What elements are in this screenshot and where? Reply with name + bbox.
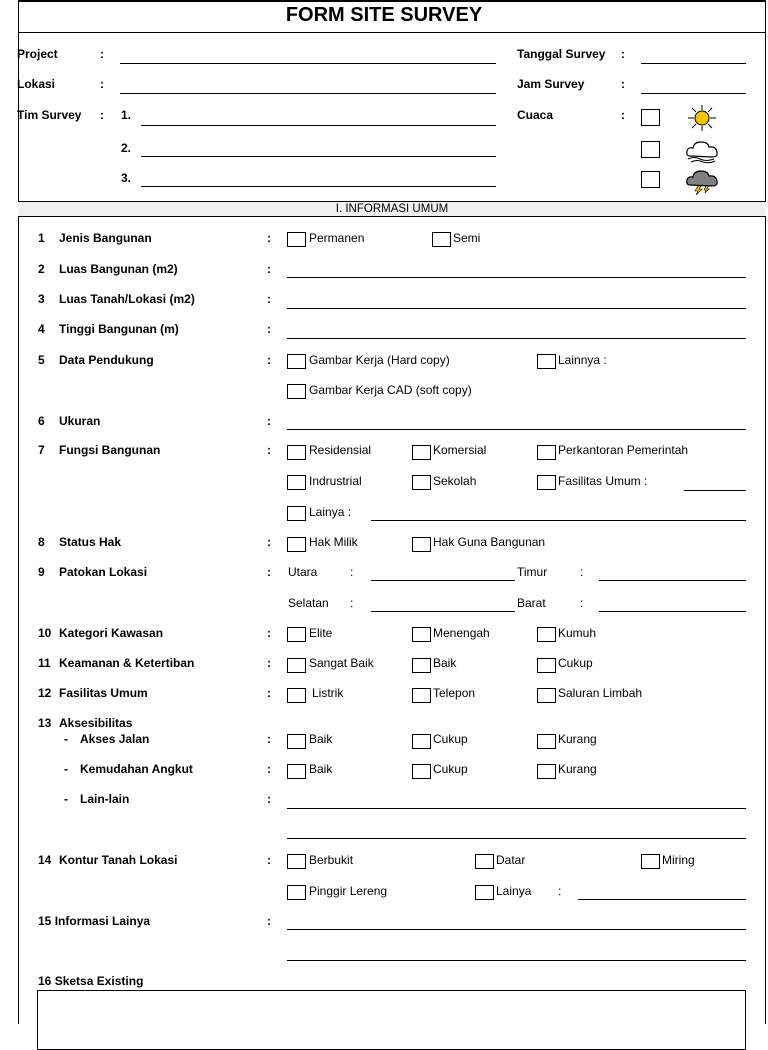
cuaca-label: Cuaca xyxy=(517,108,554,122)
kemudahan-angkut-baik-label: Baik xyxy=(309,762,333,776)
keamanan-label: Keamanan & Ketertiban xyxy=(59,656,195,670)
cukup-label: Cukup xyxy=(558,656,593,670)
listrik-checkbox[interactable] xyxy=(287,688,306,703)
item-number: 6 xyxy=(38,414,45,428)
colon: : xyxy=(267,322,271,336)
barat-label: Barat xyxy=(517,596,546,610)
colon: : xyxy=(350,596,354,610)
item-number: 11 xyxy=(38,656,51,670)
lainnya-checkbox[interactable] xyxy=(537,354,556,369)
colon: : xyxy=(267,853,271,867)
item-number: 3 xyxy=(38,292,45,306)
sketsa-existing-label: 16 Sketsa Existing xyxy=(38,974,144,988)
project-label: Project xyxy=(17,47,58,61)
tim-survey-label: Tim Survey xyxy=(17,108,82,122)
colon: : xyxy=(350,565,354,579)
tanggal-survey-field[interactable] xyxy=(641,63,746,64)
hak-guna-bangunan-checkbox[interactable] xyxy=(412,537,431,552)
lokasi-field[interactable] xyxy=(120,93,496,94)
lainya-label: Lainya : xyxy=(309,505,352,519)
hak-milik-checkbox[interactable] xyxy=(287,537,306,552)
tim-3-number: 3. xyxy=(121,171,132,185)
sun-icon xyxy=(686,104,718,132)
akses-jalan-kurang-checkbox[interactable] xyxy=(537,734,556,749)
item-number: 13 xyxy=(38,716,52,730)
menengah-checkbox[interactable] xyxy=(412,627,431,642)
miring-label: Miring xyxy=(662,853,695,867)
residensial-checkbox[interactable] xyxy=(287,445,306,460)
colon: : xyxy=(100,47,104,61)
indrustrial-checkbox[interactable] xyxy=(287,475,306,490)
item-number: 4 xyxy=(38,322,45,336)
kontur-lainya-checkbox[interactable] xyxy=(475,885,494,900)
timur-field[interactable] xyxy=(599,580,746,581)
ukuran-field[interactable] xyxy=(287,429,746,430)
elite-checkbox[interactable] xyxy=(287,627,306,642)
timur-label: Timur xyxy=(517,565,548,579)
form-border-left xyxy=(18,0,19,1024)
colon: : xyxy=(267,292,271,306)
tim-1-field[interactable] xyxy=(141,125,496,126)
kemudahan-angkut-kurang-label: Kurang xyxy=(558,762,597,776)
form-title: FORM SITE SURVEY xyxy=(285,4,483,26)
jenis-bangunan-label: Jenis Bangunan xyxy=(59,231,152,245)
colon: : xyxy=(558,884,562,898)
colon: : xyxy=(580,565,584,579)
aksesibilitas-label: Aksesibilitas xyxy=(59,716,133,730)
permanen-label: Permanen xyxy=(309,231,365,245)
lain-lain-label: Lain-lain xyxy=(80,792,130,806)
telepon-checkbox[interactable] xyxy=(412,688,431,703)
sub-item-dash: - xyxy=(64,792,68,806)
pinggir-lereng-checkbox[interactable] xyxy=(287,885,306,900)
colon: : xyxy=(267,535,271,549)
permanen-checkbox[interactable] xyxy=(287,232,306,247)
jam-survey-field[interactable] xyxy=(641,93,746,94)
akses-jalan-kurang-label: Kurang xyxy=(558,732,597,746)
kemudahan-angkut-baik-checkbox[interactable] xyxy=(287,764,306,779)
colon: : xyxy=(267,414,271,428)
gambar-kerja-hard-copy-label: Gambar Kerja (Hard copy) xyxy=(309,353,450,367)
telepon-label: Telepon xyxy=(433,686,476,700)
colon: : xyxy=(267,762,271,776)
tinggi-bangunan-field[interactable] xyxy=(287,338,746,339)
status-hak-label: Status Hak xyxy=(59,535,122,549)
akses-jalan-baik-label: Baik xyxy=(309,732,333,746)
colon: : xyxy=(267,262,271,276)
cuaca-sunny-checkbox[interactable] xyxy=(641,109,660,126)
cloud-icon xyxy=(684,138,720,164)
colon: : xyxy=(621,77,625,91)
kemudahan-angkut-cukup-checkbox[interactable] xyxy=(412,764,431,779)
elite-label: Elite xyxy=(309,626,333,640)
colon: : xyxy=(580,596,584,610)
item-number: 5 xyxy=(38,353,45,367)
colon: : xyxy=(267,656,271,670)
selatan-field[interactable] xyxy=(371,611,515,612)
fungsi-bangunan-label: Fungsi Bangunan xyxy=(59,443,161,457)
kemudahan-angkut-kurang-checkbox[interactable] xyxy=(537,764,556,779)
lainya-field[interactable] xyxy=(371,520,746,521)
gambar-kerja-cad-checkbox[interactable] xyxy=(287,384,306,399)
fasilitas-umum-option-label: Fasilitas Umum : xyxy=(558,474,648,488)
utara-label: Utara xyxy=(288,565,318,579)
perkantoran-pemerintah-checkbox[interactable] xyxy=(537,445,556,460)
storm-cloud-icon xyxy=(684,168,720,196)
sub-item-dash: - xyxy=(64,762,68,776)
colon: : xyxy=(100,77,104,91)
sangat-baik-checkbox[interactable] xyxy=(287,658,306,673)
kemudahan-angkut-label: Kemudahan Angkut xyxy=(80,762,193,776)
project-field[interactable] xyxy=(120,63,496,64)
akses-jalan-cukup-label: Cukup xyxy=(433,732,468,746)
luas-bangunan-field[interactable] xyxy=(287,277,746,278)
lain-lain-field-1[interactable] xyxy=(287,808,746,809)
kumuh-label: Kumuh xyxy=(558,626,597,640)
item-number: 1 xyxy=(38,231,45,245)
komersial-label: Komersial xyxy=(433,443,487,457)
sekolah-label: Sekolah xyxy=(433,474,477,488)
menengah-label: Menengah xyxy=(433,626,490,640)
item-number: 12 xyxy=(38,686,52,700)
tim-3-field[interactable] xyxy=(141,186,496,187)
akses-jalan-cukup-checkbox[interactable] xyxy=(412,734,431,749)
ukuran-label: Ukuran xyxy=(59,414,101,428)
kontur-lainya-label: Lainya xyxy=(496,884,532,898)
item-number: 2 xyxy=(38,262,45,276)
utara-field[interactable] xyxy=(371,580,515,581)
cuaca-storm-checkbox[interactable] xyxy=(641,171,660,188)
colon: : xyxy=(621,108,625,122)
fasilitas-umum-checkbox[interactable] xyxy=(537,475,556,490)
colon: : xyxy=(267,792,271,806)
saluran-limbah-checkbox[interactable] xyxy=(537,688,556,703)
miring-checkbox[interactable] xyxy=(641,854,660,869)
sub-item-dash: - xyxy=(64,732,68,746)
akses-jalan-label: Akses Jalan xyxy=(80,732,150,746)
fasilitas-umum-label: Fasilitas Umum xyxy=(59,686,148,700)
sangat-baik-label: Sangat Baik xyxy=(309,656,374,670)
colon: : xyxy=(267,231,271,245)
barat-field[interactable] xyxy=(599,611,746,612)
section-informasi-umum: I. INFORMASI UMUM xyxy=(18,201,766,217)
semi-label: Semi xyxy=(453,231,481,245)
informasi-lainya-label: 15 Informasi Lainya xyxy=(38,914,151,928)
berbukit-label: Berbukit xyxy=(309,853,354,867)
perkantoran-pemerintah-label: Perkantoran Pemerintah xyxy=(558,443,689,457)
data-pendukung-label: Data Pendukung xyxy=(59,353,154,367)
kontur-tanah-label: Kontur Tanah Lokasi xyxy=(59,853,178,867)
indrustrial-label: Indrustrial xyxy=(309,474,362,488)
lainnya-label: Lainnya : xyxy=(558,353,607,367)
colon: : xyxy=(267,565,271,579)
tinggi-bangunan-label: Tinggi Bangunan (m) xyxy=(59,322,179,336)
gambar-kerja-hard-copy-checkbox[interactable] xyxy=(287,354,306,369)
colon: : xyxy=(267,732,271,746)
item-number: 10 xyxy=(38,626,52,640)
patokan-lokasi-label: Patokan Lokasi xyxy=(59,565,148,579)
colon: : xyxy=(100,108,104,122)
fasilitas-umum-field[interactable] xyxy=(684,490,746,491)
komersial-checkbox[interactable] xyxy=(412,445,431,460)
akses-jalan-baik-checkbox[interactable] xyxy=(287,734,306,749)
luas-bangunan-label: Luas Bangunan (m2) xyxy=(59,262,178,276)
item-number: 8 xyxy=(38,535,45,549)
form-border-top xyxy=(18,0,766,2)
datar-label: Datar xyxy=(496,853,526,867)
baik-checkbox[interactable] xyxy=(412,658,431,673)
datar-checkbox[interactable] xyxy=(475,854,494,869)
gambar-kerja-cad-label: Gambar Kerja CAD (soft copy) xyxy=(309,383,472,397)
hak-guna-bangunan-label: Hak Guna Bangunan xyxy=(433,535,546,549)
lokasi-label: Lokasi xyxy=(17,77,56,91)
tim-1-number: 1. xyxy=(121,108,132,122)
residensial-label: Residensial xyxy=(309,443,372,457)
listrik-label: Listrik xyxy=(312,686,344,700)
pinggir-lereng-label: Pinggir Lereng xyxy=(309,884,388,898)
cukup-checkbox[interactable] xyxy=(537,658,556,673)
kategori-kawasan-label: Kategori Kawasan xyxy=(59,626,164,640)
saluran-limbah-label: Saluran Limbah xyxy=(558,686,643,700)
semi-checkbox[interactable] xyxy=(432,232,451,247)
kemudahan-angkut-cukup-label: Cukup xyxy=(433,762,468,776)
item-number: 9 xyxy=(38,565,45,579)
colon: : xyxy=(267,686,271,700)
berbukit-checkbox[interactable] xyxy=(287,854,306,869)
selatan-label: Selatan xyxy=(288,596,329,610)
informasi-lainya-field-2[interactable] xyxy=(287,960,746,961)
sketsa-existing-box[interactable] xyxy=(37,990,746,1050)
kontur-lainya-field[interactable] xyxy=(578,899,746,900)
sekolah-checkbox[interactable] xyxy=(412,475,431,490)
form-border-right xyxy=(765,0,766,1024)
colon: : xyxy=(267,914,271,928)
title-divider xyxy=(18,32,766,33)
lain-lain-field-2[interactable] xyxy=(287,838,746,839)
item-number: 14 xyxy=(38,853,52,867)
colon: : xyxy=(621,47,625,61)
tanggal-survey-label: Tanggal Survey xyxy=(517,47,606,61)
informasi-lainya-field-1[interactable] xyxy=(287,929,746,930)
hak-milik-label: Hak Milik xyxy=(309,535,358,549)
tim-2-field[interactable] xyxy=(141,156,496,157)
cuaca-cloudy-checkbox[interactable] xyxy=(641,141,660,158)
baik-label: Baik xyxy=(433,656,457,670)
luas-tanah-field[interactable] xyxy=(287,308,746,309)
kumuh-checkbox[interactable] xyxy=(537,627,556,642)
lainya-checkbox[interactable] xyxy=(287,506,306,521)
item-number: 7 xyxy=(38,443,45,457)
jam-survey-label: Jam Survey xyxy=(517,77,585,91)
tim-2-number: 2. xyxy=(121,141,132,155)
colon: : xyxy=(267,353,271,367)
colon: : xyxy=(267,443,271,457)
colon: : xyxy=(267,626,271,640)
luas-tanah-label: Luas Tanah/Lokasi (m2) xyxy=(59,292,195,306)
